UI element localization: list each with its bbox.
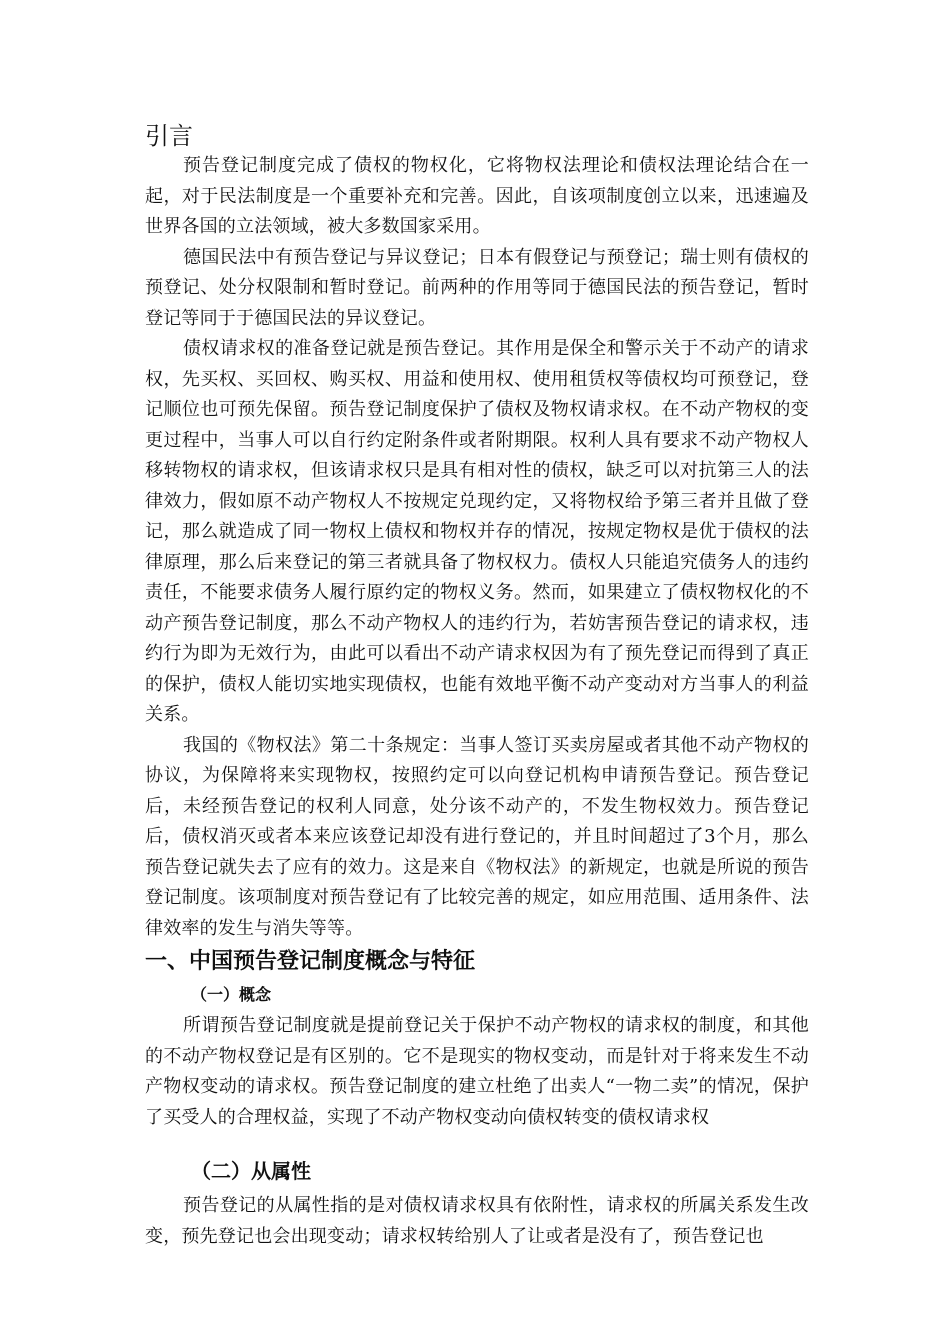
intro-heading: 引言: [145, 122, 193, 150]
intro-paragraph-1: 预告登记制度完成了债权的物权化，它将物权法理论和债权法理论结合在一起，对于民法制度是一个重要补充和完善。因此，自该项制度创立以来，迅速遍及世界各国的立法领域，被大多数国家采用。: [145, 155, 809, 237]
subsection-concept-heading: （一）概念: [191, 985, 272, 1004]
intro-paragraph-4: 我国的《物权法》第二十条规定：当事人签订买卖房屋或者其他不动产物权的协议，为保障将来实现物权，按照约定可以向登记机构申请预告登记。预告登记后，未经预告登记的权利人同意，处分该不动产的，不发生物权效力。预告登记后，债权消灭或者本来应该登记却没有进行登记的，并且时间超过了3个月，那么预告登记就失去了应有的效力。这是来自《物权法》的新规定，也就是所说的预告登记制度。该项制度对预告登记有了比较完善的规定，如应用范围、适用条件、法律效率的发生与消失等等。: [145, 734, 809, 939]
document-body: [145, 121, 809, 1252]
concept-paragraph: 所谓预告登记制度就是提前登记关于保护不动产物权的请求权的制度，和其他的不动产物权登记是有区别的。它不是现实的物权变动，而是针对于将来发生不动产物权变动的请求权。预告登记制度的建立杜绝了出卖人“一物二卖”的情况，保护了买受人的合理权益，实现了不动产物权变动向债权转变的债权请求权: [145, 1015, 809, 1128]
section-1-heading: 一、中国预告登记制度概念与特征: [145, 949, 476, 974]
intro-paragraph-3: 债权请求权的准备登记就是预告登记。其作用是保全和警示关于不动产的请求权，先买权、买回权、购买权、用益和使用权、使用租赁权等债权均可预登记，登记顺位也可预先保留。预告登记制度保护了债权及物权请求权。在不动产物权的变更过程中，当事人可以自行约定附条件或者附期限。权利人具有要求不动产物权人移转物权的请求权，但该请求权只是具有相对性的债权，缺乏可以对抗第三人的法律效力，假如原不动产物权人不按规定兑现约定，又将物权给予第三者并且做了登记，那么就造成了同一物权上债权和物权并存的情况，按规定物权是优于债权的法律原理，那么后来登记的第三者就具备了物权权力。债权人只能追究债务人的违约责任，不能要求债务人履行原约定的物权义务。然而，如果建立了债权物权化的不动产预告登记制度，那么不动产物权人的违约行为，若妨害预告登记的请求权，违约行为即为无效行为，由此可以看出不动产请求权因为有了预先登记而得到了真正的保护，债权人能切实地实现债权，也能有效地平衡不动产变动对方当事人的利益关系。: [145, 338, 809, 725]
subordination-paragraph: 预告登记的从属性指的是对债权请求权具有依附性，请求权的所属关系发生改变，预先登记也会出现变动；请求权转给别人了让或者是没有了，预告登记也: [145, 1195, 809, 1247]
subsection-subordination-heading: （二）从属性: [191, 1159, 311, 1183]
intro-paragraph-2: 德国民法中有预告登记与异议登记；日本有假登记与预登记；瑞士则有债权的预登记、处分权限制和暂时登记。前两种的作用等同于德国民法的预告登记，暂时登记等同于于德国民法的异议登记。: [145, 246, 809, 329]
